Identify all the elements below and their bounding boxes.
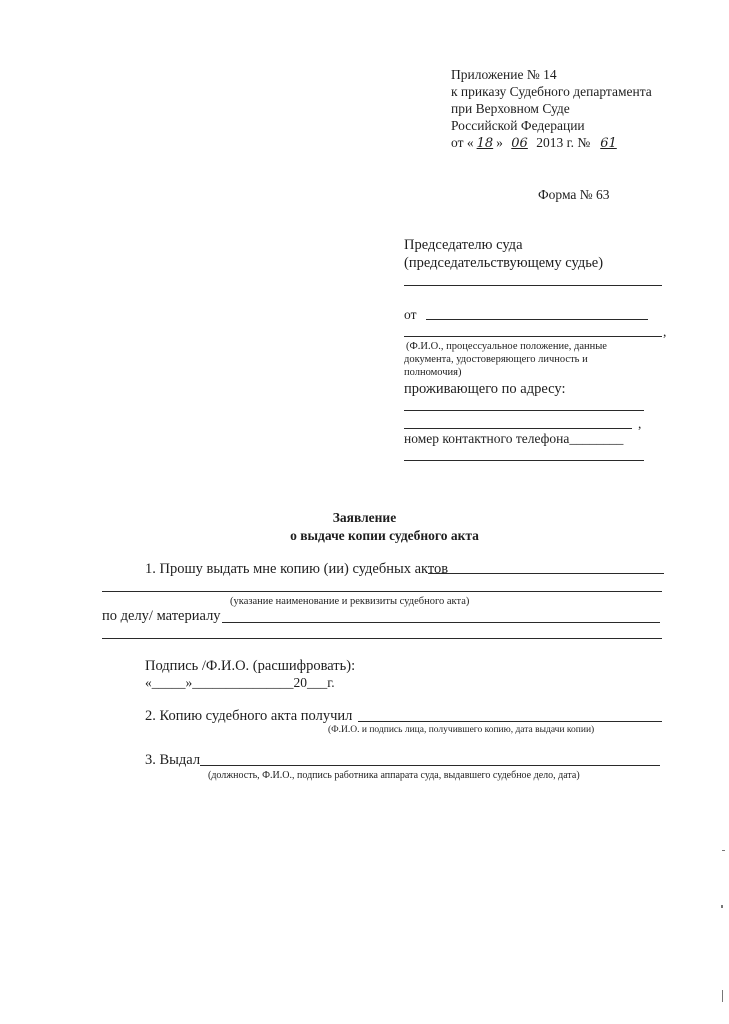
item-1-blank-line[interactable] (428, 573, 664, 574)
case-label: по делу/ материалу (102, 608, 221, 624)
item-2-blank-line[interactable] (358, 721, 662, 722)
item-1-note: (указание наименование и реквизиты судебного акта) (230, 596, 470, 607)
from-label: от (404, 307, 417, 322)
appendix-line-2: к приказу Судебного департамента (451, 84, 652, 99)
address-blank-line-1[interactable] (404, 410, 644, 411)
date-prefix: от « (451, 135, 474, 150)
item-2-note: (Ф.И.О. и подпись лица, получившего копию, дата выдачи копии) (328, 725, 595, 735)
form-number: Форма № 63 (538, 187, 610, 202)
document-title: Заявление (332, 510, 397, 525)
phone-label: номер контактного телефона________ (404, 431, 624, 446)
case-blank-line-2[interactable] (102, 638, 662, 639)
scan-artifact-mark (721, 905, 723, 908)
appendix-line-4: Российской Федерации (451, 118, 585, 133)
case-blank-line[interactable] (222, 622, 660, 623)
date-day-handwritten: 18 (476, 136, 494, 151)
signature-label: Подпись /Ф.И.О. (расшифровать): (145, 658, 356, 674)
signature-date-line: «_____»_______________20___г. (145, 675, 335, 690)
person-comma: , (663, 324, 667, 339)
residence-label: проживающего по адресу: (404, 381, 566, 397)
item-3-note: (должность, Ф.И.О., подпись работника аппарата суда, выдавшего судебное дело, дата) (208, 770, 580, 781)
address-blank-line-2[interactable] (404, 428, 632, 429)
address-comma: , (638, 416, 642, 431)
scan-artifact-mark (722, 850, 725, 851)
person-note-1: (Ф.И.О., процессуальное положение, данные (406, 341, 607, 352)
person-note-2: документа, удостоверяющего личность и (404, 354, 588, 365)
item-1-label: 1. Прошу выдать мне копию (ии) судебных актов (145, 561, 449, 577)
item-3-label: 3. Выдал (145, 752, 201, 768)
person-blank-line[interactable] (404, 336, 662, 337)
scan-artifact-mark (722, 990, 723, 1002)
addressee-line-1: Председателю суда (404, 237, 523, 253)
addressee-line-2: (председательствующему судье) (404, 255, 604, 271)
item-3-blank-line[interactable] (200, 765, 660, 766)
order-number-handwritten: 61 (600, 136, 617, 151)
appendix-line-3: при Верховном Суде (451, 101, 570, 116)
item-1-blank-line-2[interactable] (102, 591, 662, 592)
document-subtitle: о выдаче копии судебного акта (290, 528, 479, 543)
from-blank-line[interactable] (426, 319, 648, 320)
addressee-blank-line[interactable] (404, 285, 662, 286)
date-mid: » (496, 135, 507, 150)
date-year: 2013 г. № (532, 135, 591, 150)
person-note-3: полномочия) (404, 367, 462, 378)
date-month-handwritten: 06 (511, 136, 528, 151)
phone-blank-line[interactable] (404, 460, 644, 461)
order-date-line (451, 135, 623, 152)
item-2-label: 2. Копию судебного акта получил (145, 708, 353, 724)
appendix-line-1: Приложение № 14 (451, 67, 557, 82)
